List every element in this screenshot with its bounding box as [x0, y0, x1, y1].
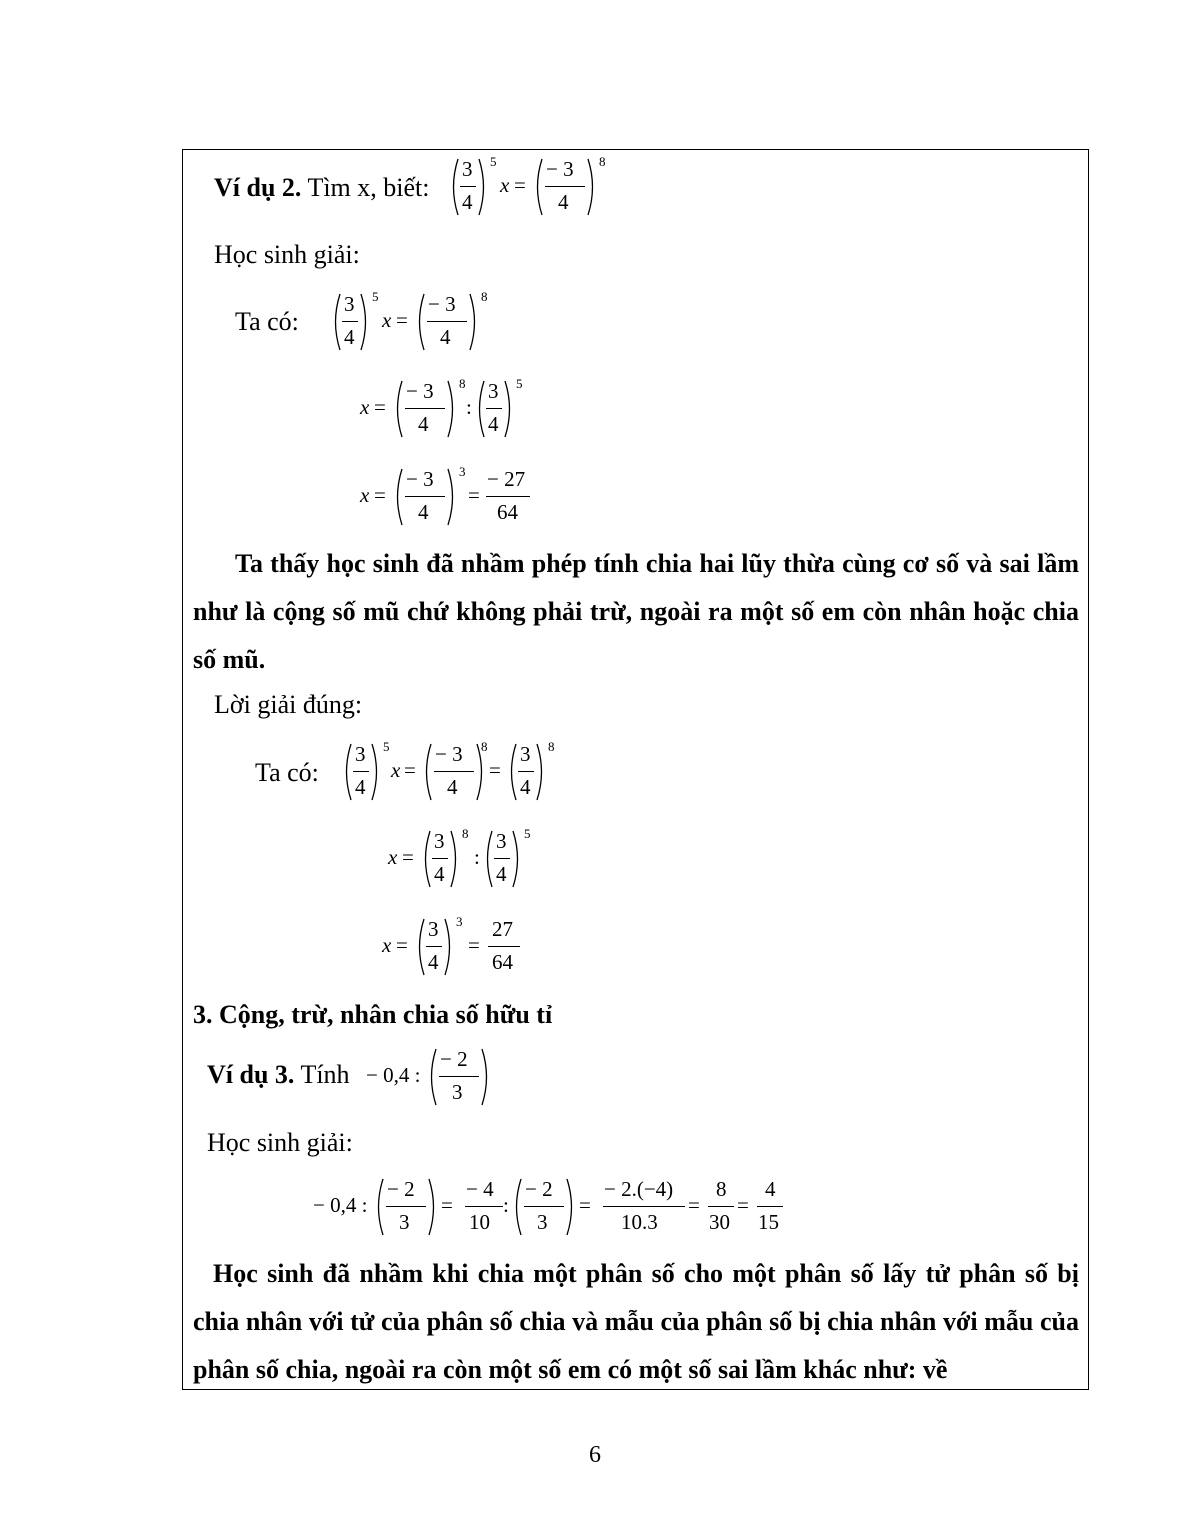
- colon: :: [466, 395, 472, 419]
- fraction-bar: [405, 408, 445, 409]
- example3-prompt: Tính: [300, 1060, 350, 1089]
- paren-left: [341, 743, 353, 801]
- exponent: 8: [481, 289, 488, 304]
- fraction-bar: [405, 496, 445, 497]
- numerator: 8: [716, 1177, 727, 1201]
- exponent: 5: [490, 154, 497, 169]
- paren-left: [511, 1178, 523, 1236]
- paren-left: [420, 830, 432, 888]
- equation-student-ex3: [313, 1175, 793, 1239]
- exponent: 5: [524, 826, 531, 841]
- paren-left: [506, 743, 518, 801]
- denominator: 3: [452, 1080, 463, 1104]
- equals-sign: =: [489, 758, 501, 782]
- paren-left: [414, 293, 426, 351]
- equals-sign: =: [579, 1193, 591, 1217]
- denominator: 4: [418, 412, 429, 436]
- example2-heading: Ví dụ 2.: [214, 173, 302, 202]
- numerator: 3: [428, 917, 439, 941]
- numerator: − 3: [406, 379, 434, 403]
- ta-co-label: Ta có:: [255, 758, 319, 787]
- paren-right: [565, 1178, 577, 1236]
- fraction-bar: [757, 1206, 783, 1207]
- paren-right: [586, 158, 598, 216]
- paren-right: [511, 830, 523, 888]
- equals-sign: =: [441, 1193, 453, 1217]
- exponent: 5: [372, 289, 379, 304]
- colon: :: [474, 845, 480, 869]
- numerator: − 3: [546, 157, 574, 181]
- denominator: 4: [462, 190, 473, 214]
- fraction-bar: [465, 1206, 503, 1207]
- numerator: 3: [434, 829, 445, 853]
- decimal-term: − 0,4 :: [313, 1193, 368, 1217]
- equals-sign: =: [737, 1193, 749, 1217]
- variable-x: x: [391, 758, 401, 782]
- numerator: − 2: [525, 1177, 553, 1201]
- fraction-bar: [494, 858, 510, 859]
- numerator: 3: [344, 292, 355, 316]
- exponent: 3: [459, 464, 466, 479]
- numerator: 3: [462, 157, 473, 181]
- paren-left: [421, 743, 433, 801]
- equals-sign: =: [514, 173, 526, 197]
- variable-x: x: [382, 933, 392, 957]
- denominator: 4: [355, 775, 366, 799]
- equation-correct-3: [382, 915, 532, 979]
- equation-example3: [366, 1045, 496, 1109]
- denominator: 4: [428, 950, 439, 974]
- paren-left: [392, 380, 404, 438]
- fraction-bar: [603, 1206, 685, 1207]
- denominator: 10.3: [621, 1210, 658, 1234]
- exponent: 8: [459, 376, 466, 391]
- exponent: 8: [548, 739, 555, 754]
- fraction-bar: [518, 771, 534, 772]
- fraction-bar: [524, 1206, 564, 1207]
- numerator: − 2.(−4): [604, 1177, 674, 1201]
- numerator: − 27: [487, 467, 526, 491]
- equals-sign: =: [402, 845, 414, 869]
- correct-solution-label: Lời giải đúng:: [214, 690, 363, 719]
- paren-right: [535, 743, 547, 801]
- paren-left: [426, 1048, 438, 1106]
- equation-student-3: [360, 465, 540, 529]
- numerator: 3: [520, 742, 531, 766]
- fraction-bar: [434, 771, 474, 772]
- exponent: 8: [481, 739, 488, 754]
- denominator: 4: [447, 775, 458, 799]
- example2-line: [214, 173, 430, 203]
- denominator: 4: [434, 862, 445, 886]
- paren-right: [443, 918, 455, 976]
- equals-sign: =: [396, 308, 408, 332]
- example3-commentary: Học sinh đã nhầm khi chia một phân số cho một phân số lấy tử phân số bị chia nhân với tử của phân số chia và mẫu của phân số bị chia nhân với mẫu của phân số chia, ngoài ra còn một số em có một số sai lầm khác như: về: [193, 1259, 1079, 1384]
- denominator: 4: [418, 500, 429, 524]
- paren-left: [532, 158, 544, 216]
- paren-right: [359, 293, 371, 351]
- equals-sign: =: [374, 395, 386, 419]
- equals-sign: =: [688, 1193, 700, 1217]
- fraction-bar: [486, 408, 502, 409]
- page-number: 6: [589, 1442, 601, 1468]
- example2-prompt: Tìm x, biết:: [307, 173, 430, 202]
- fraction-bar: [353, 771, 369, 772]
- denominator: 64: [492, 950, 513, 974]
- numerator: − 2: [440, 1047, 468, 1071]
- paren-left: [330, 293, 342, 351]
- equation-student-2: [360, 377, 530, 441]
- denominator: 4: [520, 775, 531, 799]
- exponent: 3: [456, 914, 463, 929]
- decimal-term: − 0,4 :: [366, 1063, 421, 1087]
- student-label: Học sinh giải:: [214, 240, 360, 269]
- variable-x: x: [500, 173, 510, 197]
- numerator: − 4: [466, 1177, 494, 1201]
- variable-x: x: [360, 483, 370, 507]
- denominator: 4: [558, 190, 569, 214]
- equals-sign: =: [374, 483, 386, 507]
- numerator: − 3: [435, 742, 463, 766]
- fraction-bar: [708, 1206, 734, 1207]
- denominator: 4: [440, 325, 451, 349]
- ta-co-label: Ta có:: [235, 307, 299, 336]
- denominator: 4: [488, 412, 499, 436]
- section3-title: 3. Cộng, trừ, nhân chia số hữu tỉ: [193, 1000, 553, 1029]
- paren-left: [448, 158, 460, 216]
- denominator: 64: [497, 500, 518, 524]
- equation-correct-2: [388, 827, 538, 891]
- numerator: 3: [496, 829, 507, 853]
- paren-right: [503, 380, 515, 438]
- equation-student-1: [330, 290, 490, 354]
- paren-left: [482, 830, 494, 888]
- paren-right: [446, 380, 458, 438]
- exponent: 8: [599, 154, 606, 169]
- paren-right: [446, 468, 458, 526]
- numerator: 3: [355, 742, 366, 766]
- denominator: 30: [709, 1210, 730, 1234]
- paren-right: [477, 158, 489, 216]
- numerator: − 2: [387, 1177, 415, 1201]
- denominator: 4: [496, 862, 507, 886]
- fraction-bar: [427, 321, 467, 322]
- paren-left: [414, 918, 426, 976]
- denominator: 15: [758, 1210, 779, 1234]
- denominator: 10: [469, 1210, 490, 1234]
- equation-problem: [448, 155, 608, 219]
- fraction-bar: [432, 858, 448, 859]
- fraction-bar: [439, 1076, 479, 1077]
- fraction-bar: [545, 186, 585, 187]
- denominator: 3: [399, 1210, 410, 1234]
- example2-commentary: Ta thấy học sinh đã nhầm phép tính chia hai lũy thừa cùng cơ số và sai lầm như là cộng số mũ chứ không phải trừ, ngoài ra một số em còn nhân hoặc chia số mũ.: [193, 549, 1079, 674]
- paren-left: [392, 468, 404, 526]
- variable-x: x: [360, 395, 370, 419]
- numerator: − 3: [428, 292, 456, 316]
- exponent: 8: [462, 826, 469, 841]
- numerator: 3: [488, 379, 499, 403]
- fraction-bar: [426, 946, 442, 947]
- fraction-bar: [342, 321, 358, 322]
- fraction-bar: [460, 186, 476, 187]
- numerator: 27: [492, 917, 513, 941]
- denominator: 3: [537, 1210, 548, 1234]
- fraction-bar: [488, 946, 520, 947]
- equals-sign: =: [396, 933, 408, 957]
- paren-right: [480, 1048, 492, 1106]
- fraction-bar: [486, 496, 530, 497]
- exponent: 5: [383, 739, 390, 754]
- paren-left: [373, 1178, 385, 1236]
- equals-sign: =: [468, 483, 480, 507]
- student-label-ex3: Học sinh giải:: [207, 1128, 353, 1157]
- paren-right: [468, 293, 480, 351]
- fraction-bar: [386, 1206, 426, 1207]
- equation-correct-1: [341, 740, 561, 804]
- paren-right: [449, 830, 461, 888]
- equals-sign: =: [404, 758, 416, 782]
- numerator: 4: [765, 1177, 776, 1201]
- variable-x: x: [382, 308, 392, 332]
- example3-line: [207, 1060, 350, 1090]
- paren-right: [370, 743, 382, 801]
- variable-x: x: [388, 845, 398, 869]
- denominator: 4: [344, 325, 355, 349]
- colon: :: [503, 1193, 509, 1217]
- exponent: 5: [516, 376, 523, 391]
- example3-heading: Ví dụ 3.: [207, 1060, 295, 1089]
- numerator: − 3: [406, 467, 434, 491]
- paren-right: [427, 1178, 439, 1236]
- equals-sign: =: [468, 933, 480, 957]
- paren-left: [474, 380, 486, 438]
